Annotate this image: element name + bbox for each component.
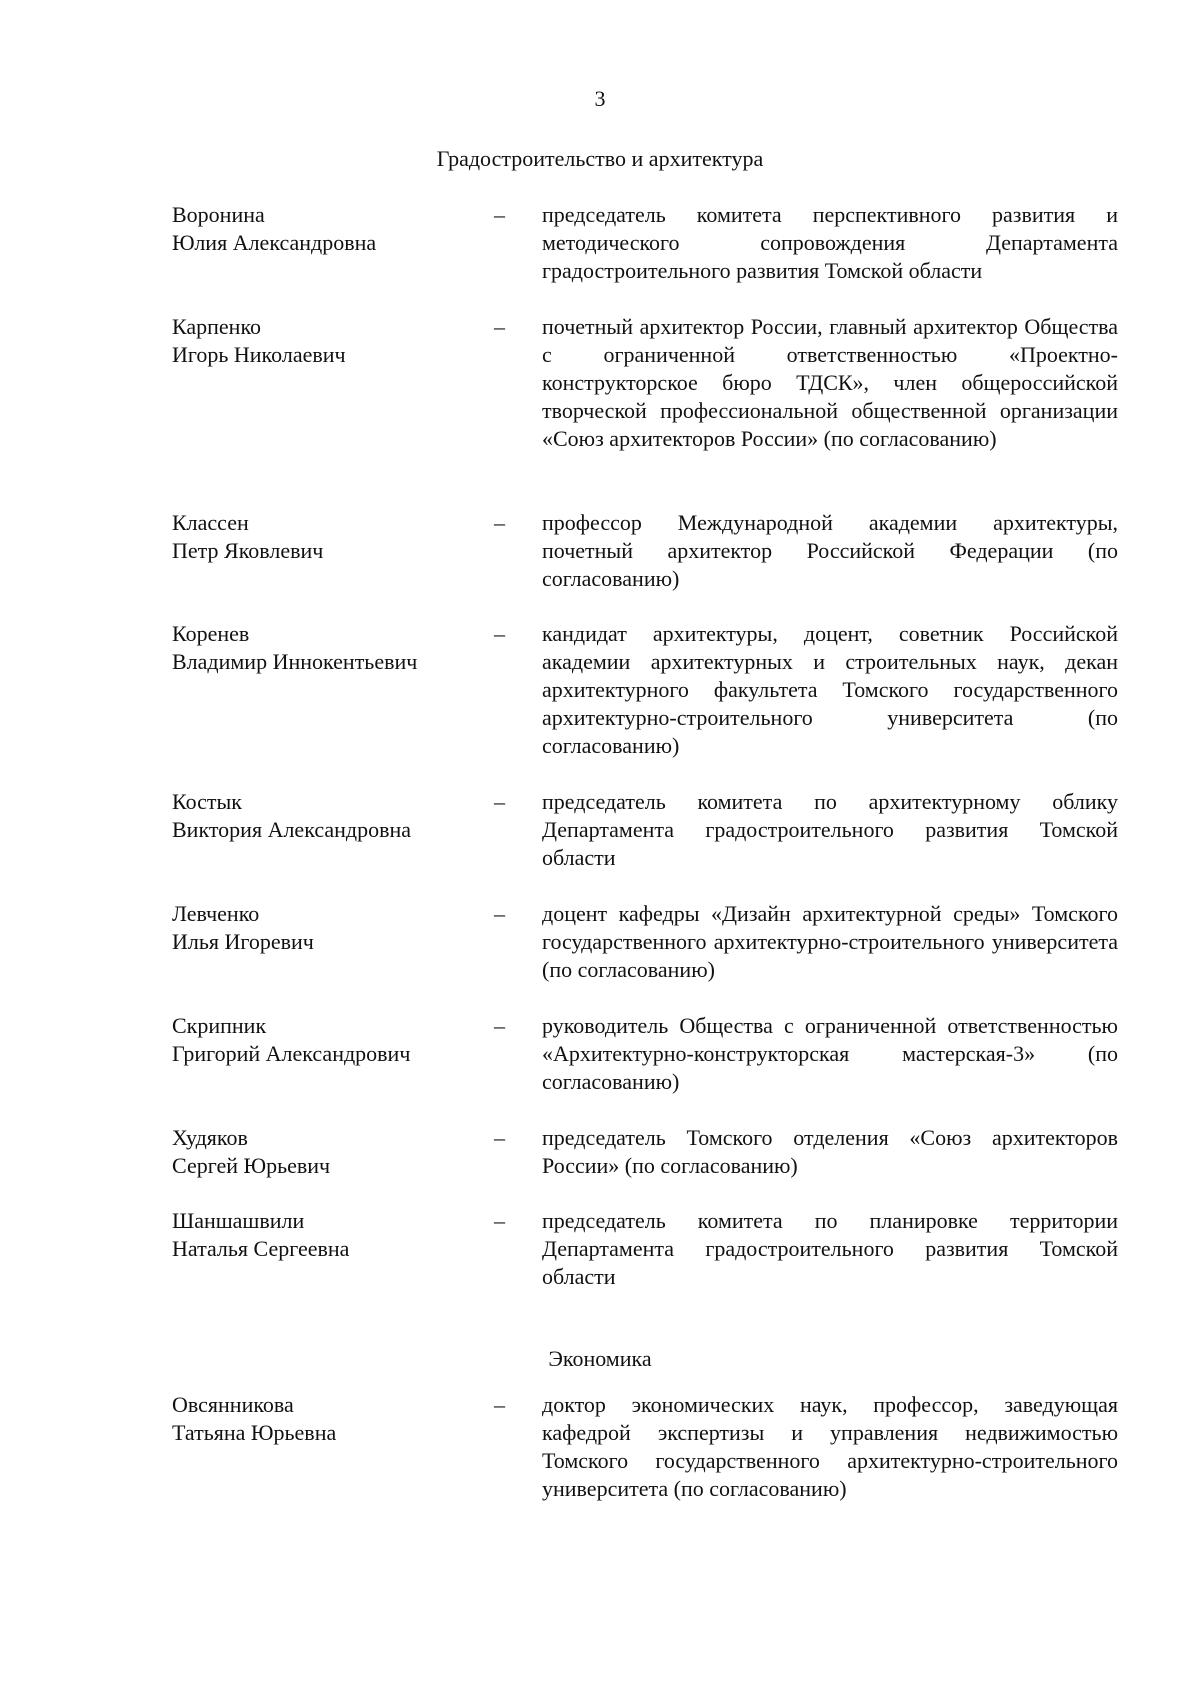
member-name bbox=[172, 788, 472, 844]
member-surname: Костык bbox=[172, 789, 242, 814]
member-surname: Воронина bbox=[172, 202, 265, 227]
member-given-name: Сергей Юрьевич bbox=[172, 1153, 331, 1178]
member-description: почетный архитектор России, главный архитектор Общества с ограниченной ответственностью «Проектно-конструкторское бюро ТДСК», член общероссийской творческой профессиональной общественной организации «Союз архитекторов России» (по согласованию) bbox=[542, 314, 1118, 451]
dash-separator: – bbox=[494, 314, 505, 339]
member-surname: Коренев bbox=[172, 621, 250, 646]
member-given-name: Татьяна Юрьевна bbox=[172, 1420, 337, 1445]
member-given-name: Петр Яковлевич bbox=[172, 538, 324, 563]
member-given-name: Наталья Сергеевна bbox=[172, 1236, 350, 1261]
section-title-economics: Экономика bbox=[548, 1346, 652, 1371]
dash-separator: – bbox=[494, 1013, 505, 1038]
member-name bbox=[172, 1012, 472, 1068]
page-number: 3 bbox=[594, 86, 606, 111]
member-given-name: Григорий Александрович bbox=[172, 1041, 411, 1066]
dash-separator: – bbox=[494, 621, 505, 646]
member-description: председатель комитета по планировке территории Департамента градостроительного развития Томской области bbox=[542, 1208, 1118, 1289]
member-surname: Скрипник bbox=[172, 1013, 267, 1038]
member-description: кандидат архитектуры, доцент, советник Российской академии архитектурных и строительных наук, декан архитектурного факультета Томского государственного архитектурно-строительного университета (по согласованию) bbox=[542, 621, 1118, 758]
member-description: доцент кафедры «Дизайн архитектурной среды» Томского государственного архитектурно-строительного университета (по согласованию) bbox=[542, 901, 1118, 982]
member-surname: Худяков bbox=[172, 1125, 248, 1150]
member-description: председатель комитета по архитектурному облику Департамента градостроительного развития Томской области bbox=[542, 789, 1118, 870]
member-description: профессор Международной академии архитектуры, почетный архитектор Российской Федерации (по согласованию) bbox=[542, 510, 1118, 591]
member-given-name: Владимир Иннокентьевич bbox=[172, 649, 418, 674]
member-surname: Левченко bbox=[172, 901, 260, 926]
dash-separator: – bbox=[494, 1125, 505, 1150]
member-name bbox=[172, 509, 472, 565]
member-name bbox=[172, 1391, 472, 1447]
dash-separator: – bbox=[494, 1208, 505, 1233]
member-given-name: Юлия Александровна bbox=[172, 230, 377, 255]
member-given-name: Илья Игоревич bbox=[172, 929, 314, 954]
member-name bbox=[172, 1207, 472, 1263]
member-surname: Классен bbox=[172, 510, 249, 535]
dash-separator: – bbox=[494, 789, 505, 814]
member-name bbox=[172, 313, 472, 369]
member-surname: Шаншашвили bbox=[172, 1208, 305, 1233]
dash-separator: – bbox=[494, 510, 505, 535]
member-description: доктор экономических наук, профессор, заведующая кафедрой экспертизы и управления недвижимостью Томского государственного архитектурно-строительного университета (по согласованию) bbox=[542, 1392, 1118, 1501]
dash-separator: – bbox=[494, 202, 505, 227]
member-name bbox=[172, 900, 472, 956]
member-given-name: Виктория Александровна bbox=[172, 817, 412, 842]
member-description: председатель комитета перспективного развития и методического сопровождения Департамента градостроительного развития Томской области bbox=[542, 202, 1118, 283]
member-name bbox=[172, 620, 472, 676]
member-name bbox=[172, 201, 472, 257]
member-given-name: Игорь Николаевич bbox=[172, 342, 346, 367]
member-surname: Карпенко bbox=[172, 314, 262, 339]
member-name bbox=[172, 1124, 472, 1180]
member-surname: Овсянникова bbox=[172, 1392, 294, 1417]
member-description: председатель Томского отделения «Союз архитекторов России» (по согласованию) bbox=[542, 1125, 1118, 1178]
section-title-urban-planning: Градостроительство и архитектура bbox=[436, 146, 764, 171]
member-description: руководитель Общества с ограниченной ответственностью «Архитектурно-конструкторская мастерская-3» (по согласованию) bbox=[542, 1013, 1118, 1094]
dash-separator: – bbox=[494, 901, 505, 926]
dash-separator: – bbox=[494, 1392, 505, 1417]
